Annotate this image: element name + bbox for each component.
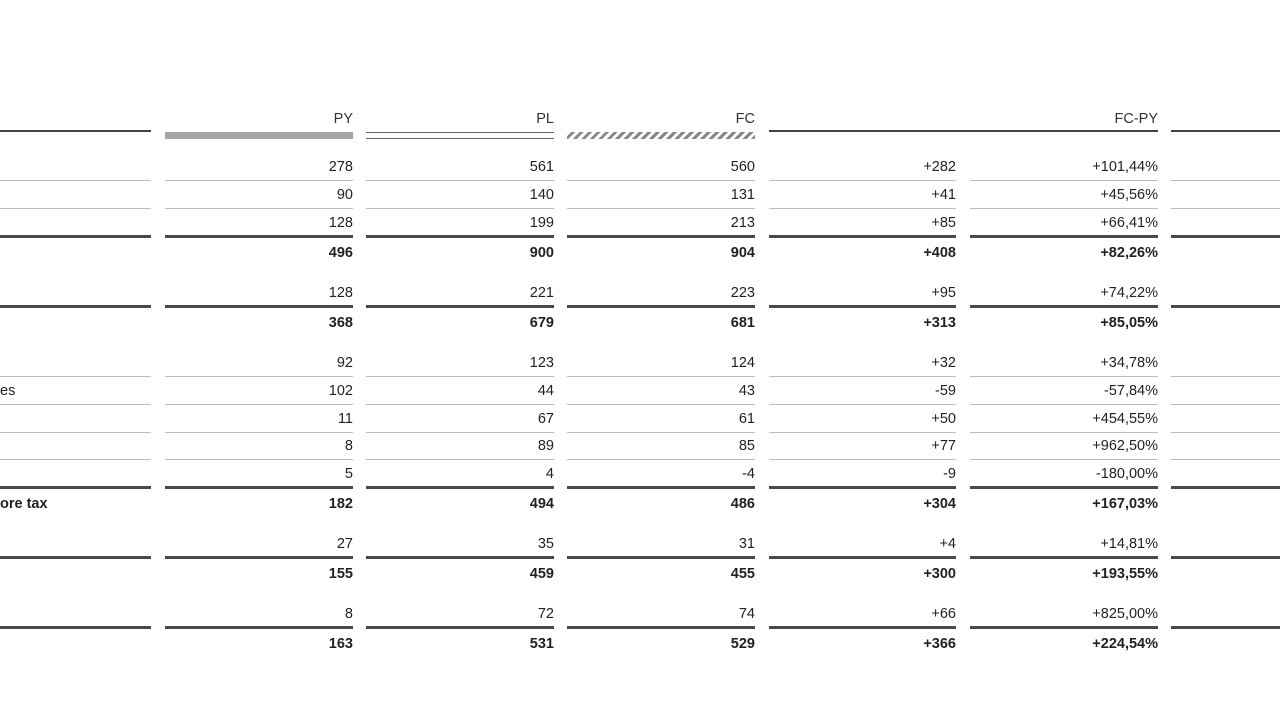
py-value: 92 — [336, 355, 353, 371]
subtotal-separator-line — [970, 235, 1158, 238]
subtotal-separator-line — [0, 556, 151, 559]
py-value: 128 — [328, 215, 353, 231]
label-column-header-line — [0, 130, 151, 132]
py-scenario-bar — [165, 132, 353, 139]
row-separator-line — [970, 404, 1158, 405]
row-separator-line — [1171, 432, 1280, 433]
fc-value: 560 — [730, 159, 755, 175]
pl-scenario-bar — [366, 132, 554, 139]
row-separator-line — [567, 459, 755, 460]
pct-value: +224,54% — [1092, 636, 1158, 652]
subtotal-separator-line — [769, 305, 956, 308]
delta-value: +304 — [923, 496, 956, 512]
fc-value: 61 — [738, 411, 755, 427]
fc-py-header-line — [769, 130, 1158, 132]
fc-py-column-header: FC-PY — [1114, 111, 1158, 127]
row-separator-line — [0, 404, 151, 405]
row-separator-line — [366, 459, 554, 460]
delta-value: +85 — [931, 215, 956, 231]
delta-value: +313 — [923, 315, 956, 331]
subtotal-separator-line — [366, 305, 554, 308]
pct-value: +14,81% — [1100, 536, 1158, 552]
delta-value: +366 — [923, 636, 956, 652]
delta-value: +95 — [931, 285, 956, 301]
pl-value: 123 — [529, 355, 554, 371]
delta-value: +50 — [931, 411, 956, 427]
pl-value: 494 — [529, 496, 554, 512]
subtotal-separator-line — [1171, 305, 1280, 308]
delta-value: -9 — [943, 466, 956, 482]
pct-value: +454,55% — [1092, 411, 1158, 427]
subtotal-separator-line — [567, 235, 755, 238]
row-separator-line — [970, 180, 1158, 181]
pct-value: +962,50% — [1092, 438, 1158, 454]
py-value: 8 — [344, 438, 353, 454]
row-separator-line — [769, 208, 956, 209]
row-separator-line — [567, 404, 755, 405]
fc-value: 124 — [730, 355, 755, 371]
row-separator-line — [0, 208, 151, 209]
row-label: ore tax — [0, 496, 48, 512]
py-value: 5 — [344, 466, 353, 482]
pct-value: +193,55% — [1092, 566, 1158, 582]
row-separator-line — [1171, 208, 1280, 209]
row-separator-line — [970, 208, 1158, 209]
subtotal-separator-line — [970, 556, 1158, 559]
pl-value: 900 — [529, 245, 554, 261]
subtotal-separator-line — [165, 235, 353, 238]
pct-value: +85,05% — [1100, 315, 1158, 331]
delta-value: +408 — [923, 245, 956, 261]
pl-value: 221 — [529, 285, 554, 301]
pct-value: -57,84% — [1103, 383, 1158, 399]
fc-value: 43 — [738, 383, 755, 399]
row-separator-line — [366, 404, 554, 405]
subtotal-separator-line — [366, 556, 554, 559]
extra-column-header-line — [1171, 130, 1280, 132]
fc-column-header: FC — [735, 111, 755, 127]
subtotal-separator-line — [567, 626, 755, 629]
pl-value: 199 — [529, 215, 554, 231]
subtotal-separator-line — [165, 305, 353, 308]
py-value: 8 — [344, 606, 353, 622]
py-value: 90 — [336, 187, 353, 203]
subtotal-separator-line — [567, 305, 755, 308]
fc-value: 455 — [730, 566, 755, 582]
row-separator-line — [165, 432, 353, 433]
fc-value: 681 — [730, 315, 755, 331]
pl-value: 531 — [529, 636, 554, 652]
delta-value: -59 — [935, 383, 956, 399]
row-separator-line — [769, 459, 956, 460]
pl-value: 679 — [529, 315, 554, 331]
fc-value: 486 — [730, 496, 755, 512]
row-separator-line — [1171, 376, 1280, 377]
subtotal-separator-line — [970, 626, 1158, 629]
pct-value: +825,00% — [1092, 606, 1158, 622]
row-separator-line — [366, 180, 554, 181]
row-separator-line — [165, 376, 353, 377]
pl-value: 35 — [537, 536, 554, 552]
subtotal-separator-line — [165, 486, 353, 489]
py-value: 163 — [328, 636, 353, 652]
row-label: es — [0, 383, 16, 399]
pct-value: +82,26% — [1100, 245, 1158, 261]
row-separator-line — [366, 376, 554, 377]
subtotal-separator-line — [1171, 235, 1280, 238]
pl-value: 140 — [529, 187, 554, 203]
pl-value: 459 — [529, 566, 554, 582]
row-separator-line — [769, 376, 956, 377]
pct-value: +45,56% — [1100, 187, 1158, 203]
row-separator-line — [567, 376, 755, 377]
delta-value: +77 — [931, 438, 956, 454]
pl-value: 72 — [537, 606, 554, 622]
row-separator-line — [165, 180, 353, 181]
fc-value: 85 — [738, 438, 755, 454]
fc-scenario-bar — [567, 132, 755, 139]
subtotal-separator-line — [769, 235, 956, 238]
subtotal-separator-line — [165, 626, 353, 629]
fc-value: 529 — [730, 636, 755, 652]
row-separator-line — [165, 459, 353, 460]
subtotal-separator-line — [970, 486, 1158, 489]
row-separator-line — [769, 432, 956, 433]
row-separator-line — [567, 208, 755, 209]
row-separator-line — [165, 208, 353, 209]
py-value: 278 — [328, 159, 353, 175]
subtotal-separator-line — [0, 235, 151, 238]
fc-value: 223 — [730, 285, 755, 301]
row-separator-line — [1171, 404, 1280, 405]
fc-value: 31 — [738, 536, 755, 552]
row-separator-line — [970, 376, 1158, 377]
pct-value: +34,78% — [1100, 355, 1158, 371]
subtotal-separator-line — [970, 305, 1158, 308]
row-separator-line — [0, 432, 151, 433]
py-value: 368 — [328, 315, 353, 331]
subtotal-separator-line — [1171, 556, 1280, 559]
subtotal-separator-line — [366, 235, 554, 238]
delta-value: +300 — [923, 566, 956, 582]
fc-value: 904 — [730, 245, 755, 261]
row-separator-line — [970, 459, 1158, 460]
subtotal-separator-line — [769, 556, 956, 559]
pl-column-header: PL — [536, 111, 554, 127]
subtotal-separator-line — [1171, 486, 1280, 489]
pct-value: +74,22% — [1100, 285, 1158, 301]
subtotal-separator-line — [165, 556, 353, 559]
py-value: 496 — [328, 245, 353, 261]
pl-value: 561 — [529, 159, 554, 175]
row-separator-line — [0, 376, 151, 377]
pct-value: +101,44% — [1092, 159, 1158, 175]
row-separator-line — [1171, 459, 1280, 460]
row-separator-line — [567, 432, 755, 433]
row-separator-line — [769, 180, 956, 181]
py-value: 11 — [337, 411, 353, 427]
row-separator-line — [366, 208, 554, 209]
row-separator-line — [0, 180, 151, 181]
pl-value: 67 — [537, 411, 554, 427]
pl-value: 4 — [545, 466, 554, 482]
delta-value: +66 — [931, 606, 956, 622]
subtotal-separator-line — [366, 626, 554, 629]
py-value: 182 — [328, 496, 353, 512]
pl-value: 44 — [537, 383, 554, 399]
subtotal-separator-line — [769, 626, 956, 629]
row-separator-line — [567, 180, 755, 181]
row-separator-line — [0, 459, 151, 460]
subtotal-separator-line — [366, 486, 554, 489]
py-value: 102 — [328, 383, 353, 399]
row-separator-line — [165, 404, 353, 405]
subtotal-separator-line — [567, 556, 755, 559]
row-separator-line — [366, 432, 554, 433]
fc-value: -4 — [742, 466, 755, 482]
pct-value: +167,03% — [1092, 496, 1158, 512]
delta-value: +4 — [939, 536, 956, 552]
row-separator-line — [970, 432, 1158, 433]
py-column-header: PY — [333, 111, 353, 127]
pl-value: 89 — [537, 438, 554, 454]
fc-value: 213 — [730, 215, 755, 231]
subtotal-separator-line — [0, 626, 151, 629]
pct-value: -180,00% — [1095, 466, 1158, 482]
delta-value: +32 — [931, 355, 956, 371]
subtotal-separator-line — [1171, 626, 1280, 629]
py-value: 27 — [336, 536, 353, 552]
pct-value: +66,41% — [1100, 215, 1158, 231]
subtotal-separator-line — [0, 486, 151, 489]
fc-value: 74 — [738, 606, 755, 622]
delta-value: +282 — [923, 159, 956, 175]
subtotal-separator-line — [567, 486, 755, 489]
delta-value: +41 — [931, 187, 956, 203]
fc-value: 131 — [730, 187, 755, 203]
row-separator-line — [1171, 180, 1280, 181]
subtotal-separator-line — [0, 305, 151, 308]
py-value: 128 — [328, 285, 353, 301]
py-value: 155 — [328, 566, 353, 582]
subtotal-separator-line — [769, 486, 956, 489]
row-separator-line — [769, 404, 956, 405]
